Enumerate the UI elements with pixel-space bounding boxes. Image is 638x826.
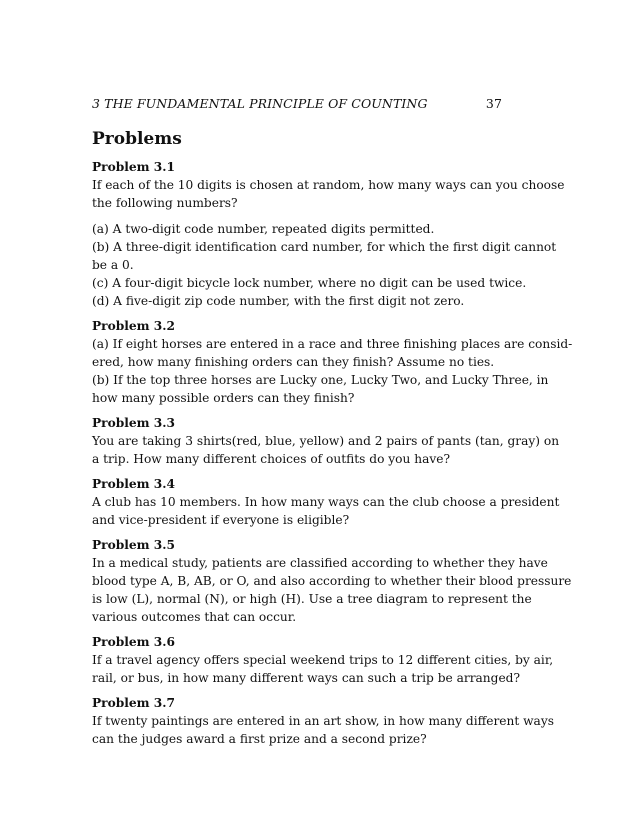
problem-part-d: (d) A five-digit zip code number, with the first digit not zero. bbox=[92, 294, 465, 308]
problem-text-line: ered, how many finishing orders can they finish? Assume no ties. bbox=[92, 355, 495, 369]
problem-3-4 bbox=[92, 475, 560, 529]
problem-part-a: (a) A two-digit code number, repeated digits permitted. bbox=[92, 222, 435, 236]
problems-list bbox=[92, 158, 573, 755]
problem-part-b-cont: be a 0. bbox=[92, 258, 134, 272]
section-title: Problems bbox=[92, 129, 182, 149]
problem-3-1 bbox=[92, 158, 565, 310]
problem-title: Problem 3.6 bbox=[92, 635, 175, 649]
problem-part-b: (b) A three-digit identification card number, for which the first digit cannot bbox=[92, 240, 557, 254]
problem-part-c: (c) A four-digit bicycle lock number, where no digit can be used twice. bbox=[92, 276, 527, 290]
problem-3-3 bbox=[92, 414, 560, 468]
problem-text-line: (a) If eight horses are entered in a race and three finishing places are consid- bbox=[92, 337, 573, 351]
problem-text-line: how many possible orders can they finish? bbox=[92, 391, 355, 405]
problem-text-line: If a travel agency offers special weekend trips to 12 different cities, by air, bbox=[92, 653, 554, 667]
problem-title: Problem 3.4 bbox=[92, 477, 175, 491]
problem-text-line: If twenty paintings are entered in an art show, in how many different ways bbox=[92, 714, 554, 728]
page-number: 37 bbox=[485, 96, 502, 111]
problem-3-5 bbox=[92, 536, 572, 626]
problem-text-line: A club has 10 members. In how many ways can the club choose a president bbox=[92, 495, 560, 509]
chapter-title: 3 THE FUNDAMENTAL PRINCIPLE OF COUNTING bbox=[92, 96, 428, 111]
problem-text-line: can the judges award a first prize and a second prize? bbox=[92, 732, 427, 746]
problem-text-line: (b) If the top three horses are Lucky one, Lucky Two, and Lucky Three, in bbox=[92, 373, 549, 387]
problem-text-line: If each of the 10 digits is chosen at random, how many ways can you choose bbox=[92, 178, 565, 192]
problem-text-line: the following numbers? bbox=[92, 196, 238, 210]
problem-title: Problem 3.7 bbox=[92, 696, 175, 710]
problem-text-line: rail, or bus, in how many different ways can such a trip be arranged? bbox=[92, 671, 520, 685]
problem-3-6 bbox=[92, 633, 554, 687]
problem-text-line: blood type A, B, AB, or O, and also according to whether their blood pressure bbox=[92, 574, 572, 588]
problem-3-7 bbox=[92, 694, 554, 748]
problem-text-line: is low (L), normal (N), or high (H). Use a tree diagram to represent the bbox=[92, 592, 532, 606]
problem-title: Problem 3.2 bbox=[92, 319, 175, 333]
problem-title: Problem 3.5 bbox=[92, 538, 175, 552]
problem-text-line: In a medical study, patients are classified according to whether they have bbox=[92, 556, 548, 570]
problem-text-line: various outcomes that can occur. bbox=[92, 610, 297, 624]
problem-3-2 bbox=[92, 317, 573, 407]
problem-title: Problem 3.1 bbox=[92, 160, 175, 174]
problem-text-line: You are taking 3 shirts(red, blue, yellow) and 2 pairs of pants (tan, gray) on bbox=[92, 434, 560, 448]
problem-text-line: a trip. How many different choices of outfits do you have? bbox=[92, 452, 450, 466]
running-header bbox=[92, 96, 502, 111]
problem-title: Problem 3.3 bbox=[92, 416, 175, 430]
problem-text-line: and vice-president if everyone is eligible? bbox=[92, 513, 350, 527]
